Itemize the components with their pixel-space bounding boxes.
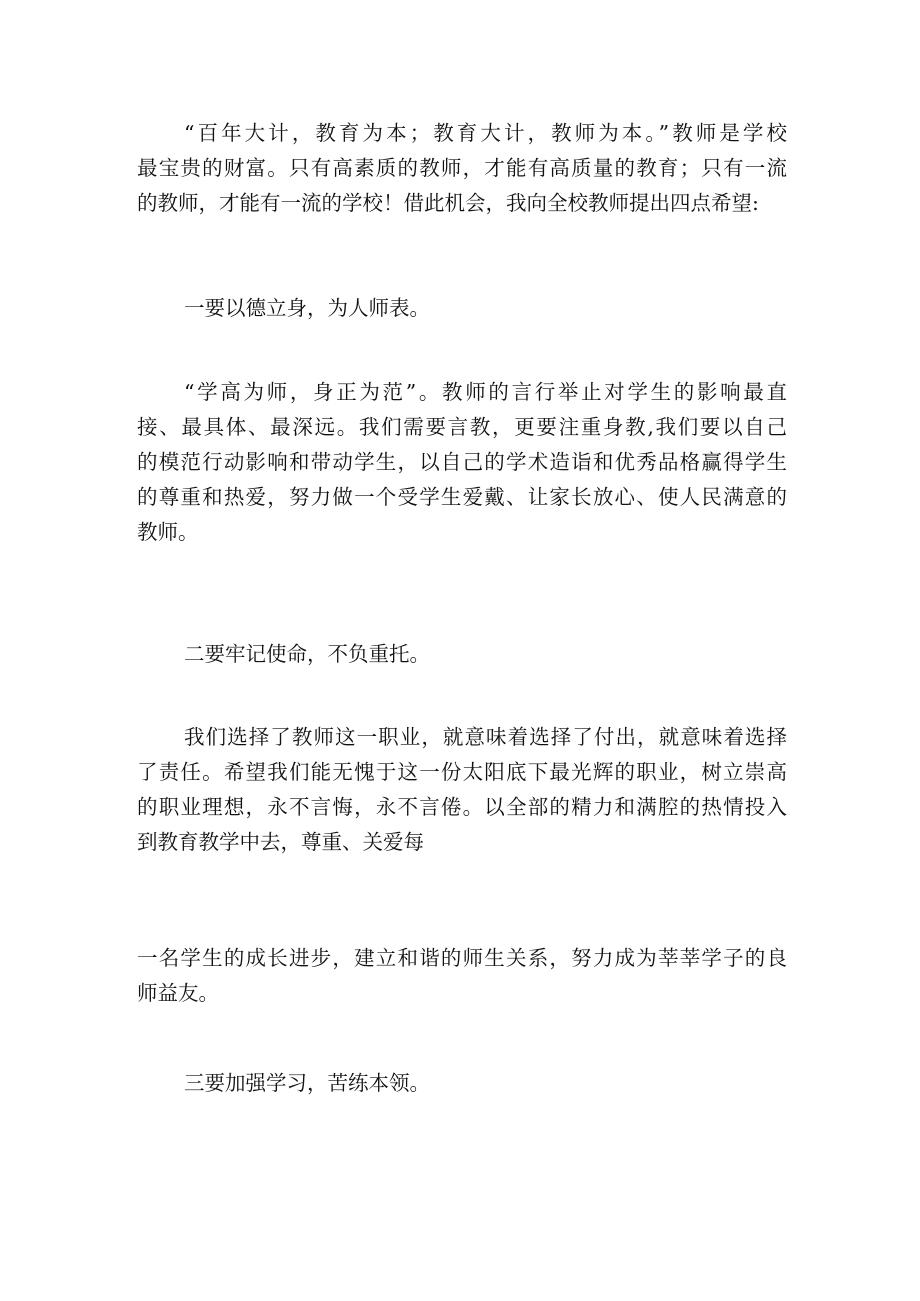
text-line: 最宝贵的财富。只有高素质的教师，才能有高质量的教育；只有一流	[137, 156, 787, 180]
text-line: “百年大计，教育为本；教育大计，教师为本。”教师是学校	[184, 121, 787, 145]
paragraph-intro	[137, 116, 787, 221]
heading-point-two	[137, 637, 787, 672]
text-line: 到教育教学中去，尊重、关爱每	[137, 830, 424, 854]
text-line: 一名学生的成长进步，建立和谐的师生关系，努力成为莘莘学子的良	[137, 946, 787, 970]
heading-point-one	[137, 291, 787, 326]
paragraph-point-two-continued	[137, 941, 787, 1011]
paragraph-point-two	[137, 720, 787, 860]
text-line: 了责任。希望我们能无愧于这一份太阳底下最光辉的职业，树立崇高	[137, 760, 787, 784]
heading-point-three	[137, 1066, 787, 1101]
text-line: 师益友。	[137, 981, 219, 1005]
text-line: 三要加强学习，苦练本领。	[184, 1071, 430, 1095]
paragraph-point-one	[137, 375, 787, 550]
text-line: 二要牢记使命，不负重托。	[184, 642, 430, 666]
text-line: 的模范行动影响和带动学生，以自己的学术造诣和优秀品格赢得学生	[137, 450, 787, 474]
text-line: 一要以德立身，为人师表。	[184, 296, 430, 320]
text-line: 的尊重和热爱，努力做一个受学生爱戴、让家长放心、使人民满意的	[137, 485, 787, 509]
text-line: 的职业理想，永不言悔，永不言倦。以全部的精力和满腔的热情投入	[137, 795, 787, 819]
text-line: 我们选择了教师这一职业，就意味着选择了付出，就意味着选择	[184, 725, 787, 749]
text-line: 的教师，才能有一流的学校！借此机会，我向全校教师提出四点希望:	[137, 191, 759, 215]
text-line: “学高为师，身正为范”。教师的言行举止对学生的影响最直	[184, 380, 787, 404]
text-line: 接、最具体、最深远。我们需要言教，更要注重身教,我们要以自己	[137, 415, 787, 439]
text-line: 教师。	[137, 520, 199, 544]
